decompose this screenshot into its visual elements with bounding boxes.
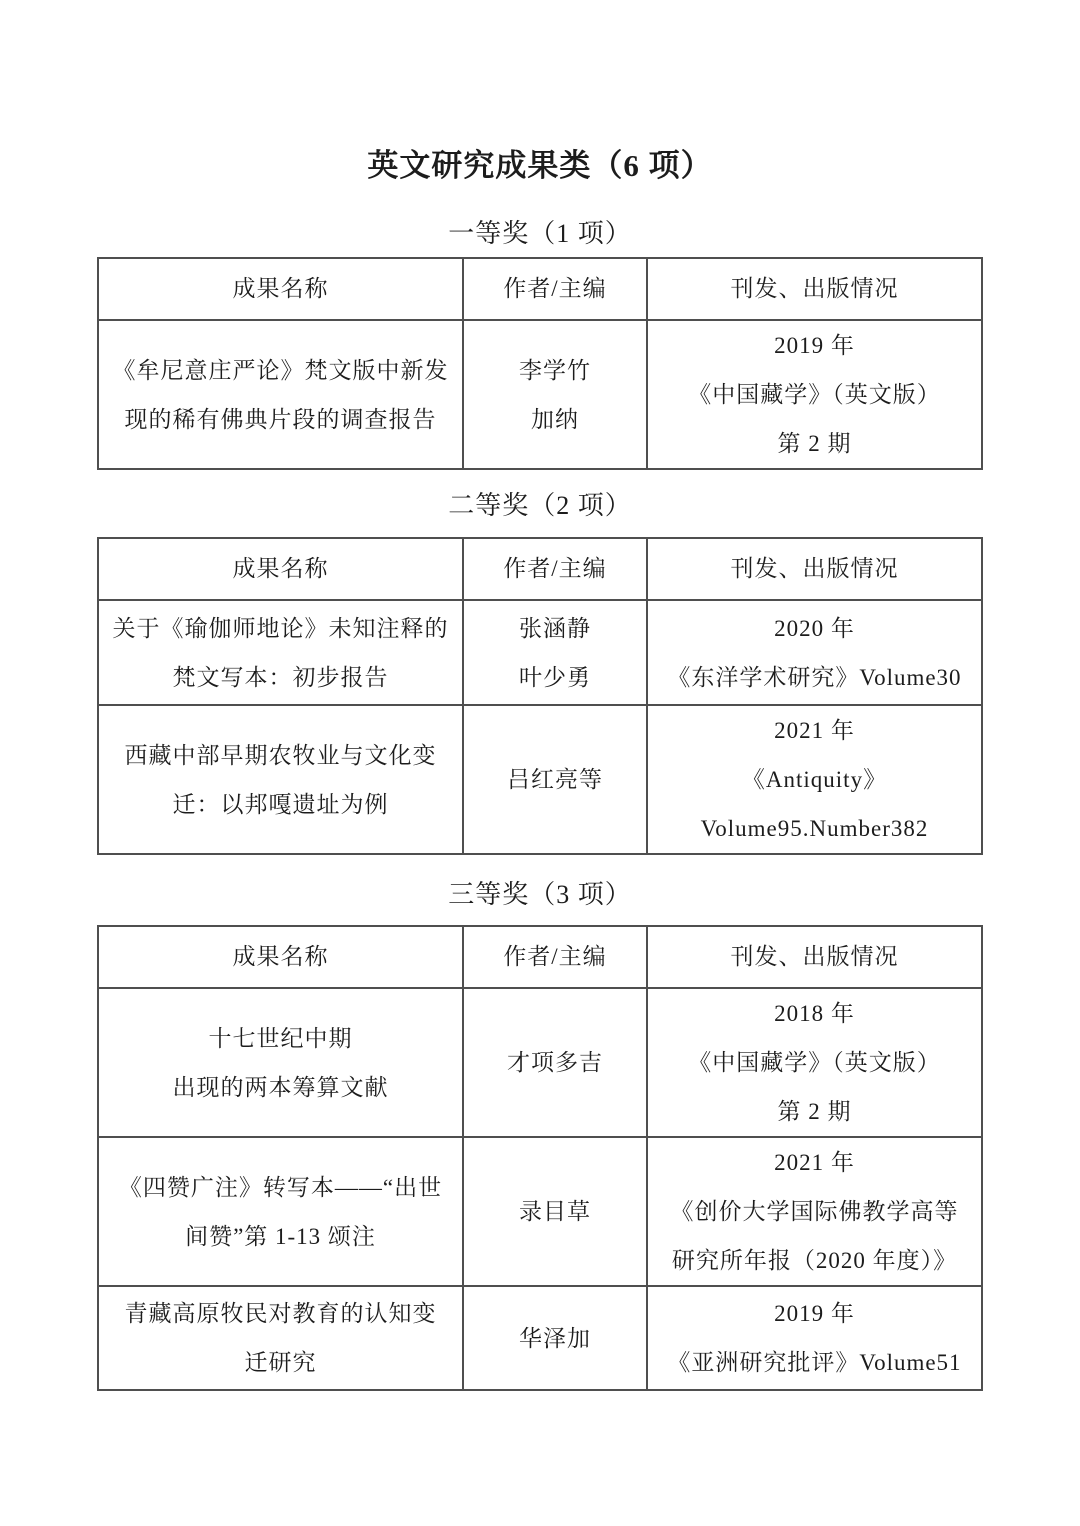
cell-line: 出现的两本筹算文献 — [172, 1074, 389, 1100]
column-header-publication: 刊发、出版情况 — [647, 538, 982, 600]
cell-line: 加纳 — [531, 406, 579, 432]
cell-line: 叶少勇 — [519, 664, 591, 690]
cell-line: 《亚洲研究批评》Volume51 — [667, 1350, 962, 1375]
column-header-name: 成果名称 — [98, 538, 463, 600]
publication-cell — [647, 1286, 982, 1390]
cell-line: 第 2 期 — [777, 431, 852, 456]
page-title: 英文研究成果类（6 项） — [367, 148, 713, 183]
section-heading: 二等奖（2 项） — [448, 491, 632, 520]
table-row — [98, 705, 982, 854]
publication-cell — [647, 320, 982, 469]
cell-line: 《中国藏学》（英文版） — [688, 382, 941, 407]
column-header-name: 成果名称 — [98, 258, 463, 320]
cell-line: 《四赞广注》转写本——“出世 — [118, 1174, 443, 1200]
achievement-name-cell — [98, 600, 463, 705]
table-row — [98, 600, 982, 705]
table-row — [98, 320, 982, 469]
cell-line: 梵文写本：初步报告 — [172, 664, 389, 690]
column-header-author: 作者/主编 — [463, 538, 647, 600]
achievement-name-cell — [98, 988, 463, 1137]
cell-line: 间赞”第 1-13 颂注 — [185, 1223, 376, 1249]
cell-line: 关于《瑜伽师地论》未知注释的 — [112, 615, 449, 641]
cell-line: 2021 年 — [774, 718, 855, 743]
cell-line: 研究所年报（2020 年度）》 — [671, 1248, 958, 1273]
cell-line: 现的稀有佛典片段的调查报告 — [124, 406, 437, 432]
awards-table-first-prize — [97, 257, 983, 470]
awards-table-second-prize — [97, 537, 983, 855]
cell-line: Volume95.Number382 — [700, 816, 929, 841]
cell-line: 《创价大学国际佛教学高等 — [670, 1199, 959, 1224]
table-row — [98, 1286, 982, 1390]
author-cell — [463, 1286, 647, 1390]
table-header-row — [98, 258, 982, 320]
author-cell — [463, 705, 647, 854]
cell-line: 张涵静 — [519, 615, 591, 641]
publication-cell — [647, 1137, 982, 1286]
publication-cell — [647, 705, 982, 854]
cell-line: 迁：以邦嘎遗址为例 — [172, 791, 389, 817]
cell-line: 2018 年 — [774, 1001, 855, 1026]
column-header-author: 作者/主编 — [463, 926, 647, 988]
cell-line: 西藏中部早期农牧业与文化变 — [124, 742, 437, 768]
table-row — [98, 1137, 982, 1286]
section-third-prize — [0, 879, 1080, 1391]
section-heading: 三等奖（3 项） — [448, 880, 632, 909]
section-heading: 一等奖（1 项） — [448, 219, 632, 248]
column-header-publication: 刊发、出版情况 — [647, 258, 982, 320]
cell-line: 《Antiquity》 — [741, 767, 888, 792]
cell-line: 录目草 — [519, 1199, 591, 1224]
author-cell — [463, 1137, 647, 1286]
publication-cell — [647, 988, 982, 1137]
table-header-row — [98, 926, 982, 988]
cell-line: 2019 年 — [774, 333, 855, 358]
author-cell — [463, 320, 647, 469]
cell-line: 青藏高原牧民对教育的认知变 — [124, 1301, 437, 1326]
column-header-name: 成果名称 — [98, 926, 463, 988]
table-header-row — [98, 538, 982, 600]
section-first-prize — [0, 218, 1080, 470]
column-header-author: 作者/主编 — [463, 258, 647, 320]
cell-line: 李学竹 — [519, 357, 591, 383]
table-row — [98, 988, 982, 1137]
author-cell — [463, 988, 647, 1137]
achievement-name-cell — [98, 320, 463, 469]
cell-line: 才项多吉 — [507, 1050, 603, 1075]
column-header-publication: 刊发、出版情况 — [647, 926, 982, 988]
achievement-name-cell — [98, 1137, 463, 1286]
publication-cell — [647, 600, 982, 705]
cell-line: 2021 年 — [774, 1150, 855, 1175]
achievement-name-cell — [98, 705, 463, 854]
cell-line: 吕红亮等 — [507, 767, 603, 792]
cell-line: 《中国藏学》（英文版） — [688, 1050, 941, 1075]
cell-line: 2020 年 — [774, 615, 855, 641]
cell-line: 《东洋学术研究》Volume30 — [667, 664, 962, 690]
cell-line: 华泽加 — [519, 1325, 591, 1351]
section-second-prize — [0, 490, 1080, 855]
cell-line: 十七世纪中期 — [208, 1025, 353, 1051]
cell-line: 《牟尼意庄严论》梵文版中新发 — [112, 357, 449, 383]
author-cell — [463, 600, 647, 705]
cell-line: 迁研究 — [244, 1350, 317, 1375]
cell-line: 第 2 期 — [777, 1099, 852, 1124]
awards-table-third-prize — [97, 925, 983, 1391]
achievement-name-cell — [98, 1286, 463, 1390]
cell-line: 2019 年 — [774, 1301, 855, 1326]
